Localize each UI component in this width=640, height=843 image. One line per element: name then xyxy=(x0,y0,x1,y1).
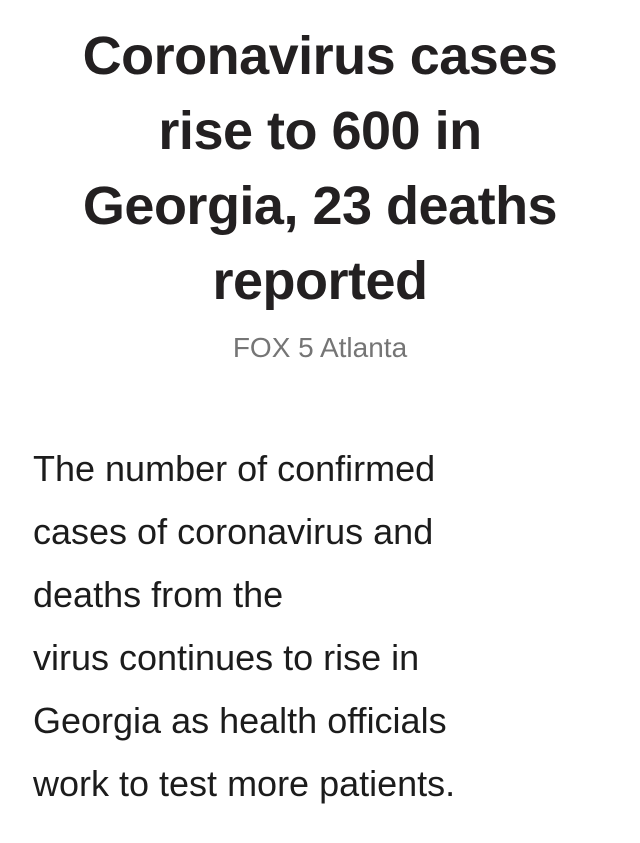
body-line-4: virus continues to rise in xyxy=(33,637,420,678)
body-line-3: deaths from the xyxy=(33,574,284,615)
body-line-5: Georgia as health officials xyxy=(33,700,447,741)
article-headline xyxy=(0,19,640,319)
body-line-2: cases of coronavirus and xyxy=(33,511,434,552)
article-body xyxy=(0,437,640,815)
article-source: FOX 5 Atlanta xyxy=(232,332,408,363)
headline-line-3: Georgia, 23 deaths xyxy=(82,176,558,236)
headline-line-4: reported xyxy=(212,251,428,311)
headline-line-2: rise to 600 in xyxy=(158,101,482,161)
headline-line-1: Coronavirus cases xyxy=(82,26,558,86)
body-line-1: The number of confirmed xyxy=(33,448,436,489)
body-line-6: work to test more patients. xyxy=(33,763,456,804)
